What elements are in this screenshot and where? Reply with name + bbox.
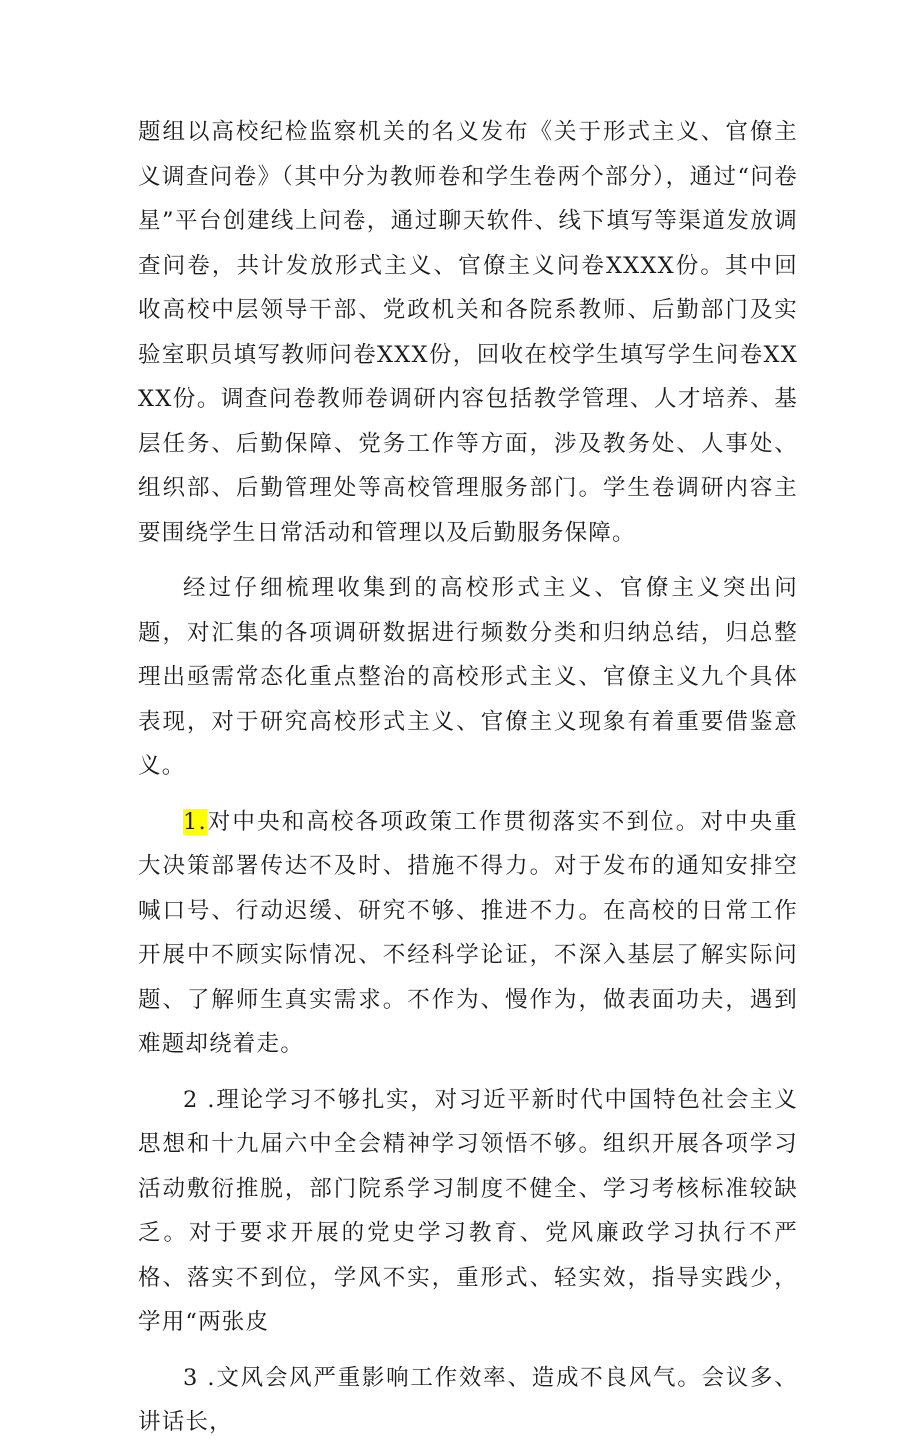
paragraph-item-1	[138, 800, 798, 1067]
paragraph-item-2: 2 .理论学习不够扎实，对习近平新时代中国特色社会主义思想和十九届六中全会精神学习领悟不够。组织开展各项学习活动敷衍推脱，部门院系学习制度不健全、学习考核标准较缺乏。对于要求开展的党史学习教育、党风廉政学习执行不严格、落实不到位，学风不实，重形式、轻实效，指导实践少，学用“两张皮	[138, 1086, 798, 1335]
paragraph-item-3: 3 .文风会风严重影响工作效率、造成不良风气。会议多、讲话长，	[138, 1364, 798, 1435]
paragraph-summary: 经过仔细梳理收集到的高校形式主义、官僚主义突出问题，对汇集的各项调研数据进行频数分类和归纳总结，归总整理出亟需常态化重点整治的高校形式主义、官僚主义九个具体表现，对于研究高校形式主义、官僚主义现象有着重要借鉴意义。	[138, 575, 798, 779]
highlighted-item-number: 1.	[183, 808, 207, 835]
paragraph-survey-intro: 题组以高校纪检监察机关的名义发布《关于形式主义、官僚主义调查问卷》（其中分为教师卷和学生卷两个部分），通过“问卷星”平台创建线上问卷，通过聊天软件、线下填写等渠道发放调查问卷，共计发放形式主义、官僚主义问卷XXXX份。其中回收高校中层领导干部、党政机关和各院系教师、后勤部门及实验室职员填写教师问卷XXX份，回收在校学生填写学生问卷XXXX份。调查问卷教师卷调研内容包括教学管理、人才培养、基层任务、后勤保障、党务工作等方面，涉及教务处、人事处、组织部、后勤管理处等高校管理服务部门。学生卷调研内容主要围绕学生日常活动和管理以及后勤服务保障。	[138, 119, 798, 546]
document-body	[138, 110, 798, 1456]
paragraph-item-1-text: 对中央和高校各项政策工作贯彻落实不到位。对中央重大决策部署传达不及时、措施不得力。对于发布的通知安排空喊口号、行动迟缓、研究不够、推进不力。在高校的日常工作开展中不顾实际情况、不经科学论证，不深入基层了解实际问题、了解师生真实需求。不作为、慢作为，做表面功夫，遇到难题却绕着走。	[138, 808, 798, 1057]
